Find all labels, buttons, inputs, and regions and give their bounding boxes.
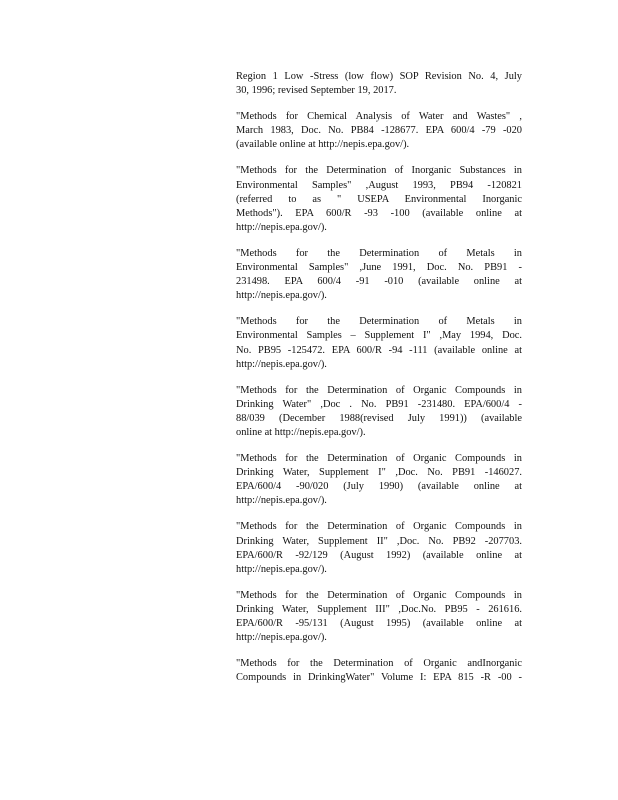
reference-line: http://nepis.epa.gov/).	[236, 290, 327, 302]
reference-line: "Methods for the Determination of Metals in	[236, 247, 522, 259]
reference-line: Compounds in DrinkingWater" Volume I: EPA 815 -R -00 -	[236, 672, 522, 684]
reference-line: http://nepis.epa.gov/).	[236, 358, 327, 370]
reference-line: "Methods for the Determination of Organic Compounds in	[236, 521, 522, 533]
reference-line: March 1983, Doc. No. PB84 -128677. EPA 600/4 -79 -020	[236, 125, 522, 137]
reference-line: "Methods for the Determination of Organic Compounds in	[236, 453, 522, 465]
reference-line: Environmental Samples – Supplement I" ,May 1994, Doc.	[236, 330, 522, 342]
reference-line: EPA/600/R -92/129 (August 1992) (available online at	[236, 549, 522, 561]
reference-line: Drinking Water" ,Doc . No. PB91 -231480. EPA/600/4 -	[236, 398, 522, 410]
reference-line: Drinking Water, Supplement III" ,Doc.No. PB95 - 261616.	[236, 603, 522, 615]
reference-item	[236, 452, 522, 508]
reference-line: "Methods for the Determination of Organic Compounds in	[236, 589, 522, 601]
reference-list	[236, 70, 522, 697]
reference-line: (available online at http://nepis.epa.gov/).	[236, 139, 410, 151]
reference-line: Environmental Samples" ,June 1991, Doc. No. PB91 -	[236, 262, 522, 274]
reference-line: http://nepis.epa.gov/).	[236, 632, 327, 644]
reference-line: "Methods for the Determination of Metals in	[236, 316, 522, 328]
reference-item	[236, 315, 522, 371]
reference-line: "Methods for the Determination of Organic Compounds in	[236, 384, 522, 396]
reference-item	[236, 520, 522, 576]
reference-line: EPA/600/4 -90/020 (July 1990) (available online at	[236, 481, 522, 493]
reference-line: "Methods for the Determination of Inorganic Substances in	[236, 165, 522, 177]
reference-item	[236, 589, 522, 645]
reference-line: Region 1 Low -Stress (low flow) SOP Revision No. 4, July	[236, 71, 522, 82]
reference-line: No. PB95 -125472. EPA 600/R -94 -111 (available online at	[236, 344, 522, 356]
reference-line: online at http://nepis.epa.gov/).	[236, 426, 366, 438]
reference-line: "Methods for the Determination of Organic andInorganic	[236, 658, 522, 670]
reference-line: http://nepis.epa.gov/).	[236, 221, 327, 233]
reference-line: http://nepis.epa.gov/).	[236, 495, 327, 507]
reference-item	[236, 70, 522, 98]
reference-line: "Methods for Chemical Analysis of Water and Wastes" ,	[236, 111, 522, 123]
reference-item	[236, 110, 522, 152]
reference-item	[236, 384, 522, 440]
reference-line: http://nepis.epa.gov/).	[236, 563, 327, 575]
reference-line: 231498. EPA 600/4 -91 -010 (available online at	[236, 276, 522, 288]
reference-line: Drinking Water, Supplement II" ,Doc. No. PB92 -207703.	[236, 535, 522, 547]
reference-item	[236, 164, 522, 234]
reference-item	[236, 657, 522, 685]
reference-line: (referred to as " USEPA Environmental Inorganic	[236, 193, 522, 205]
reference-line: EPA/600/R -95/131 (August 1995) (available online at	[236, 618, 522, 629]
reference-line: 30, 1996; revised September 19, 2017.	[236, 85, 397, 97]
reference-item	[236, 247, 522, 303]
reference-line: 88/039 (December 1988(revised July 1991)) (available	[236, 412, 522, 424]
reference-line: Drinking Water, Supplement I" ,Doc. No. PB91 -146027.	[236, 467, 522, 479]
reference-line: Environmental Samples" ,August 1993, PB94 -120821	[236, 179, 522, 191]
reference-line: Methods"). EPA 600/R -93 -100 (available online at	[236, 207, 522, 219]
